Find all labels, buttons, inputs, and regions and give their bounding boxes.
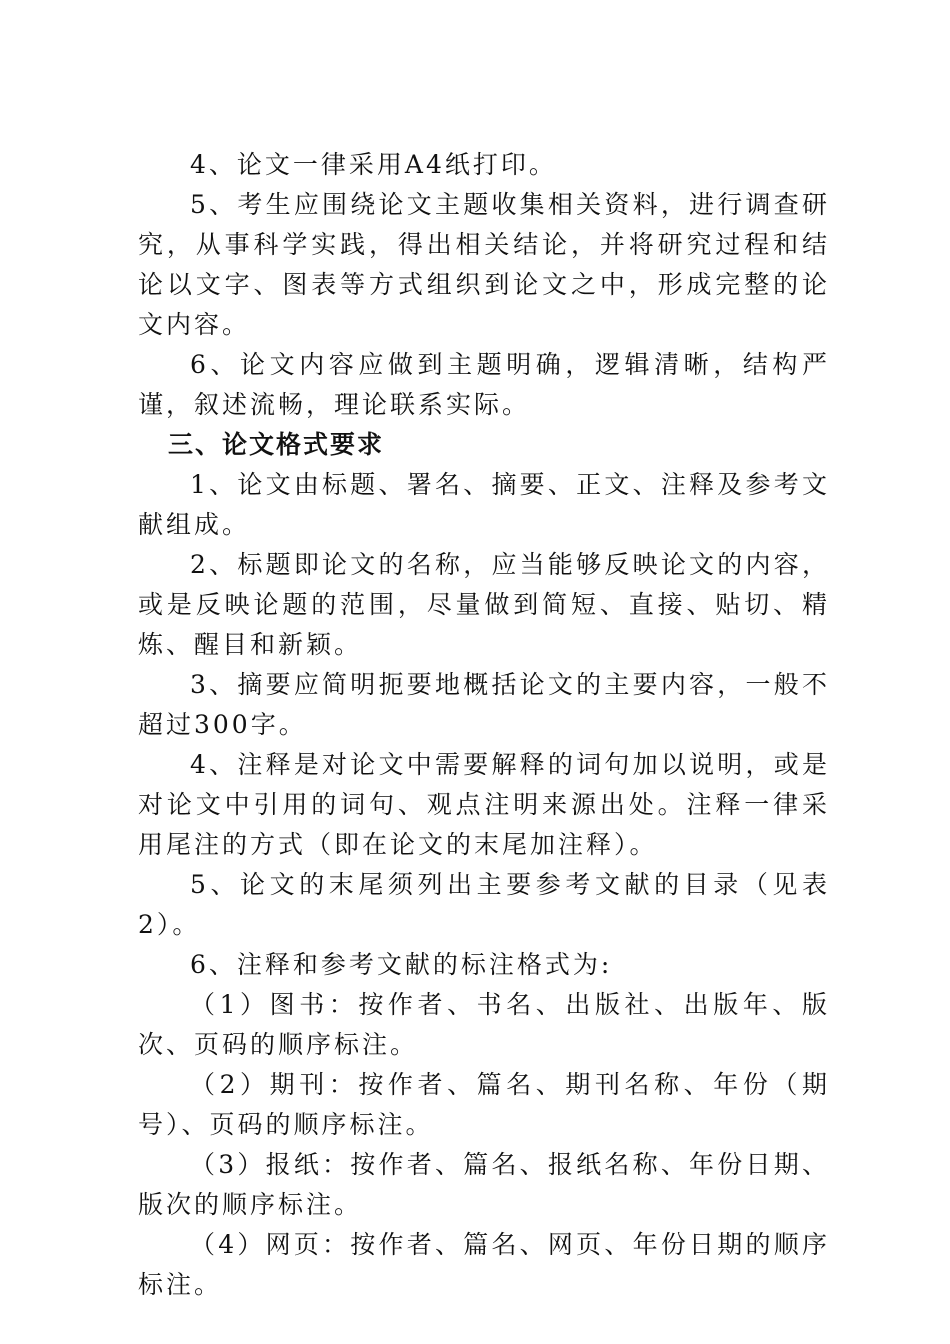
paragraph-format-5: 5、论文的末尾须列出主要参考文献的目录（见表2）。: [138, 870, 830, 939]
citation-format-newspaper: （3）报纸：按作者、篇名、报纸名称、年份日期、版次的顺序标注。: [138, 1150, 830, 1219]
citation-format-book: （1）图书：按作者、书名、出版社、出版年、版次、页码的顺序标注。: [138, 990, 830, 1059]
paragraph-6-content: 6、论文内容应做到主题明确，逻辑清晰，结构严谨，叙述流畅，理论联系实际。: [138, 350, 830, 419]
section-heading-format: 三、论文格式要求: [168, 430, 385, 459]
paragraph-format-3: 3、摘要应简明扼要地概括论文的主要内容，一般不超过300字。: [138, 670, 830, 739]
paragraph-format-2: 2、标题即论文的名称，应当能够反映论文的内容，或是反映论题的范围，尽量做到简短、直接、贴切、精炼、醒目和新颖。: [138, 550, 830, 659]
document-body: [138, 145, 830, 1305]
paragraph-5-research: 5、考生应围绕论文主题收集相关资料，进行调查研究，从事科学实践，得出相关结论，并将研究过程和结论以文字、图表等方式组织到论文之中，形成完整的论文内容。: [138, 190, 830, 339]
citation-format-webpage: （4）网页：按作者、篇名、网页、年份日期的顺序标注。: [138, 1230, 830, 1299]
paragraph-format-4: 4、注释是对论文中需要解释的词句加以说明，或是对论文中引用的词句、观点注明来源出处。注释一律采用尾注的方式（即在论文的末尾加注释）。: [138, 750, 830, 859]
paragraph-format-6: 6、注释和参考文献的标注格式为:: [190, 950, 613, 979]
citation-format-journal: （2）期刊：按作者、篇名、期刊名称、年份（期号）、页码的顺序标注。: [138, 1070, 830, 1139]
paragraph-format-1: 1、论文由标题、署名、摘要、正文、注释及参考文献组成。: [138, 470, 830, 539]
paragraph-4-print: 4、论文一律采用A4纸打印。: [190, 150, 557, 179]
